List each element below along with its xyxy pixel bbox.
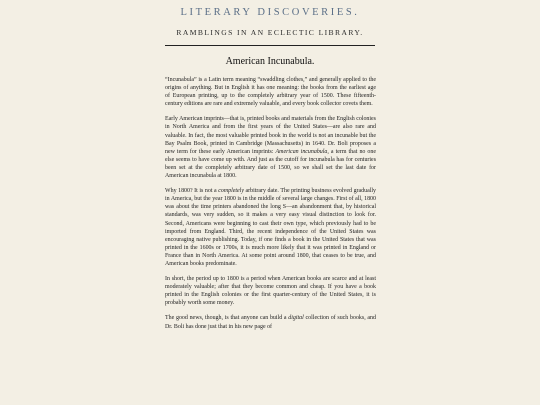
paragraph-2	[165, 115, 376, 180]
paragraph-3	[165, 187, 376, 268]
paragraph-2-text-b: , a term that no one else seems to have come up with. And just as the cutoff for incunabula has for centuries been set at the completely arbitrary date of 1500, so we shall set the last date for American incunabula at 1800.	[165, 148, 376, 180]
paragraph-1: “Incunabula” is a Latin term meaning “swaddling clothes,” and generally applied to the origins of anything. But in English it has one meaning: the books from the earliest age of European printing, up to the completely arbitrary year of 1500. These fifteenth-century editions are rare and extremely valuable, and every book collector covets them.	[165, 77, 376, 108]
post-body	[165, 76, 376, 338]
paragraph-2-text-a: Early American imprints—that is, printed books and materials from the English colonies in North America and from the first years of the United States—are also rare and valuable. In fact, the most valuable printed book in the world is not an incunable but the Bay Psalm Book, printed in Cambridge (Massachusetts) in 1640. Dr. Boli proposes a new term for these early American imprints:	[165, 116, 376, 155]
paragraph-5	[165, 314, 376, 330]
site-tagline: RAMBLINGS IN AN ECLECTIC LIBRARY.	[176, 28, 364, 37]
paragraph-5-text-a: The good news, though, is that anyone can build a	[165, 315, 289, 322]
site-title[interactable]: LITERARY DISCOVERIES.	[180, 7, 360, 18]
paragraph-4: In short, the period up to 1800 is a period when American books are scarce and at least moderately valuable; after that they become common and cheap. If you have a book printed in the English colonies or the first quarter-century of the United States, it is probably worth some money.	[165, 276, 376, 307]
paragraph-5-emphasis: digital	[288, 315, 304, 322]
paragraph-3-text-a: Why 1800? It is not a	[165, 188, 219, 195]
paragraph-5-text-b: collection of such books, and Dr. Boli has done just that in his new page of	[165, 315, 376, 330]
paragraph-3-text-b: arbitrary date. The printing business evolved gradually in America, but the year 1800 is in the middle of several large changes. First of all, 1800 was about the time printers abandoned the long S—an abandonment that, by historical standards, was very sudden, so it makes a very easy visual distinction to look for. Second, Americans were beginning to cast their own type, which previously had to be imported from England. Third, the recent independence of the United States was encouraging native publishing. Today, if one finds a book in the United States that was printed in the 1600s or 1700s, it is much more likely that it was printed in England or France than in North America. At some point around 1800, that ceases to be true, and American books predominate.	[165, 188, 376, 267]
post-title[interactable]: American Incunabula.	[225, 56, 315, 67]
header-divider	[165, 45, 375, 46]
paragraph-3-emphasis: completely	[218, 188, 244, 195]
paragraph-2-emphasis: American incunabula	[275, 148, 328, 155]
